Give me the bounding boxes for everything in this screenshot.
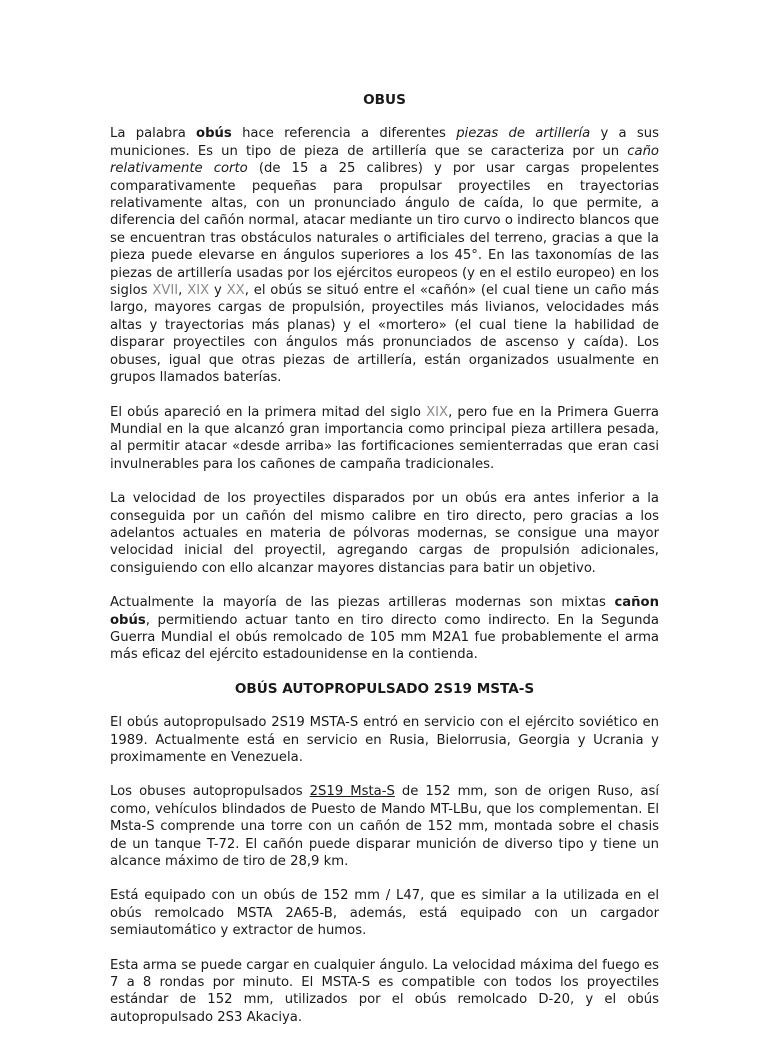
link-2s19-msta-s[interactable]: 2S19 Msta-S xyxy=(309,784,395,800)
roman-numeral-xvii: XVII xyxy=(152,283,179,299)
paragraph-origin xyxy=(110,783,659,870)
paragraph-history xyxy=(110,404,659,474)
bold-term-obus: obús xyxy=(196,126,232,142)
paragraph-equipment: Está equipado con un obús de 152 mm / L47, que es similar a la utilizada en el obús remolcado MSTA 2A65-B, además, está equipado con un cargador semiautomático y extractor de humos. xyxy=(110,888,659,939)
text-run: Actualmente la mayoría de las piezas artilleras modernas son mixtas xyxy=(110,595,615,611)
text-run: hace referencia a diferentes xyxy=(231,126,457,142)
text-run: , xyxy=(178,283,188,299)
text-run: , permitiendo actuar tanto en tiro directo como indirecto. En la Segunda Guerra Mundial el obús remolcado de 105 mm M2A1 fue probablemente el arma más eficaz del ejército estadounidense en la contienda. xyxy=(110,612,659,663)
text-run: y a sus municiones. Es un tipo de pieza de artillería que se caracteriza por un xyxy=(110,126,659,159)
document-page xyxy=(110,92,659,1043)
text-run: La palabra xyxy=(110,126,197,142)
paragraph-service: El obús autopropulsado 2S19 MSTA-S entró en servicio con el ejército soviético en 1989. Actualmente está en servicio en Rusia, Bielorrusia, Georgia y Ucrania y proximamente en Venezuela. xyxy=(110,715,659,765)
paragraph-velocity: La velocidad de los proyectiles disparados por un obús era antes inferior a la conseguida por un cañón del mismo calibre en tiro directo, pero gracias a los adelantos actuales en materia de pólvoras modernas, se consigue una mayor velocidad inicial del proyectil, agregando cargas de propulsión adicionales, consiguiendo con ello alcanzar mayores distancias para batir un objetivo. xyxy=(110,491,659,576)
italic-term-piezas: piezas de artillería xyxy=(456,126,591,142)
section-heading: OBÚS AUTOPROPULSADO 2S19 MSTA-S xyxy=(234,680,535,697)
text-run: El obús apareció en la primera mitad del siglo xyxy=(110,404,427,420)
text-run: , el obús se situó entre el «cañón» (el cual tiene un caño más largo, mayores cargas de propulsión, proyectiles más livianos, velocidades más altas y trayectorias más planas) y el «mortero» (el cual tiene la habilidad de disparar proyectiles con ángulos más pronunciados de ascenso y caída). Los obuses, igual que otras piezas de artillería, están organizados usualmente en grupos llamados baterías. xyxy=(110,283,659,386)
text-run: y xyxy=(209,283,227,299)
document-title: OBUS xyxy=(363,92,406,108)
roman-numeral-xx: XX xyxy=(226,283,245,299)
italic-term-cano: caño relativamente corto xyxy=(110,143,659,177)
bold-term-canon-obus: cañon obús xyxy=(110,595,659,628)
paragraph-loading: Esta arma se puede cargar en cualquier ángulo. La velocidad máxima del fuego es 7 a 8 rondas por minuto. El MSTA-S es compatible con todos los proyectiles estándar de 152 mm, utilizados por el obús remolcado D-20, y el obús autopropulsado 2S3 Akaciya. xyxy=(110,957,659,1025)
text-run: (de 15 a 25 calibres) y por usar cargas propelentes comparativamente pequeñas para propulsar proyectiles en trayectorias relativamente altas, con un pronunciado ángulo de caída, lo que permite, a diferencia del cañón normal, atacar mediante un tiro curvo o indirecto blancos que se encuentran tras obstáculos naturales o artificiales del terreno, gracias a que la pieza puede elevarse en ángulos superiores a los 45°. En las taxonomías de las piezas de artillería usadas por los ejércitos europeos (y en el estilo europeo) en los siglos xyxy=(110,161,659,299)
paragraph-modern xyxy=(110,594,659,664)
paragraph-intro xyxy=(110,125,659,386)
roman-numeral-xix: XIX xyxy=(426,404,449,420)
text-run: de 152 mm, son de origen Ruso, así como, vehículos blindados de Puesto de Mando MT-LBu, que los complementan. El Msta-S comprende una torre con un cañón de 152 mm, montada sobre el chasis de un tanque T-72. El cañón puede disparar munición de diverso tipo y tiene un alcance máximo de tiro de 28,9 km. xyxy=(110,784,660,870)
text-run: Los obuses autopropulsados xyxy=(110,784,310,800)
roman-numeral-xix: XIX xyxy=(187,283,210,299)
text-run: , pero fue en la Primera Guerra Mundial en la que alcanzó gran importancia como principal pieza artillera pesada, al permitir atacar «desde arriba» las fortificaciones semienterradas que eran casi invulnerables para los cañones de campaña tradicionales. xyxy=(110,404,659,472)
